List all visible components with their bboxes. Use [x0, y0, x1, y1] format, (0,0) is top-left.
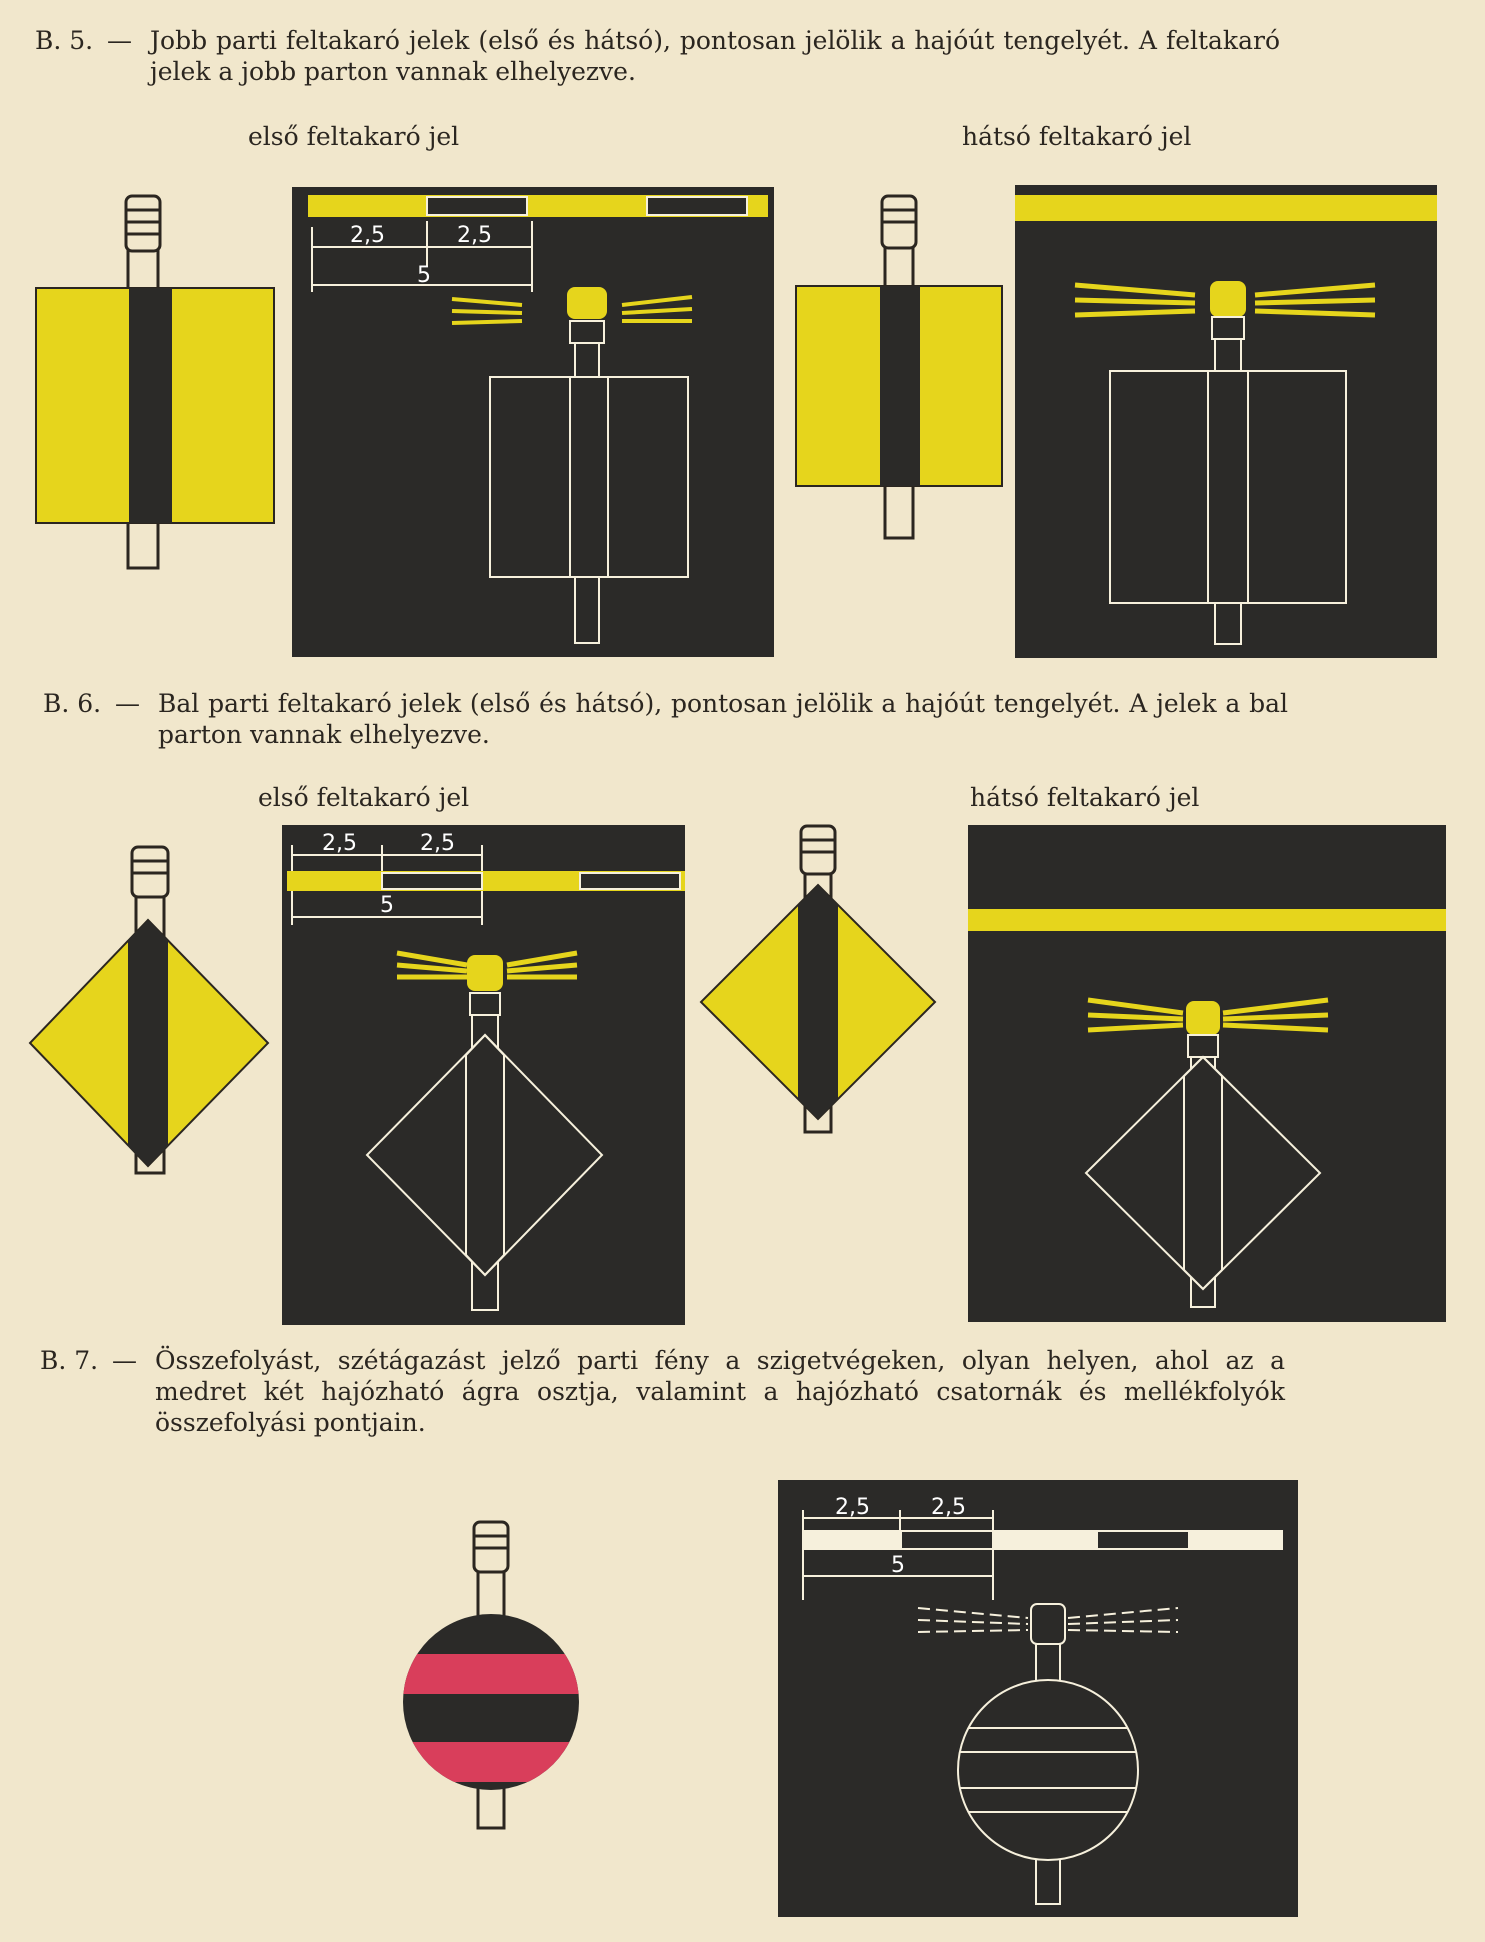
b6-front-night-panel — [282, 825, 685, 1325]
caption-dash: — — [112, 1346, 137, 1375]
caption-text: Jobb parti feltakaró jelek (első és hátsó), pontosan jelölik a hajóút tengelyét. A feltakaró jelek a jobb parton vannak elhelyezve. — [150, 26, 1280, 86]
b5-front-day-sign — [30, 188, 280, 588]
label-rear-sign: hátsó feltakaró jel — [962, 122, 1192, 151]
caption-dash: — — [115, 689, 140, 718]
dim-total-5: 5 — [891, 1553, 905, 1578]
dim-total-5: 5 — [417, 263, 431, 288]
dim-left-2-5: 2,5 — [350, 223, 385, 248]
b6-rear-night-panel — [968, 825, 1446, 1322]
dim-left-2-5: 2,5 — [835, 1495, 870, 1520]
label-front-sign: első feltakaró jel — [258, 783, 470, 812]
b6-rear-day-sign — [698, 822, 940, 1142]
dim-right-2-5: 2,5 — [420, 831, 455, 856]
caption-text: Bal parti feltakaró jelek (első és hátsó), pontosan jelölik a hajóút tengelyét. A jelek a bal parton vannak elhelyezve. — [158, 689, 1288, 749]
label-front-sign: első feltakaró jel — [248, 122, 460, 151]
b5-front-night-panel — [292, 187, 774, 657]
b7-night-panel — [778, 1480, 1298, 1917]
dim-right-2-5: 2,5 — [931, 1495, 966, 1520]
caption-dash: — — [107, 26, 132, 55]
b5-rear-day-sign — [792, 188, 1012, 548]
caption-code: B. 5. — [35, 26, 94, 55]
b7-day-sign — [398, 1518, 588, 1838]
b5-rear-night-panel — [1015, 185, 1437, 658]
dim-left-2-5: 2,5 — [322, 831, 357, 856]
caption-text: Összefolyást, szétágazást jelző parti fény a szigetvégeken, olyan helyen, ahol az a medret két hajózható ágra osztja, valamint a hajózható csatornák és mellékfolyók összefolyási pontjain. — [155, 1346, 1285, 1437]
b6-front-day-sign — [28, 843, 273, 1193]
label-rear-sign: hátsó feltakaró jel — [970, 783, 1200, 812]
dim-right-2-5: 2,5 — [457, 223, 492, 248]
caption-code: B. 6. — [43, 689, 102, 718]
caption-code: B. 7. — [40, 1346, 99, 1375]
dim-total-5: 5 — [380, 893, 394, 918]
